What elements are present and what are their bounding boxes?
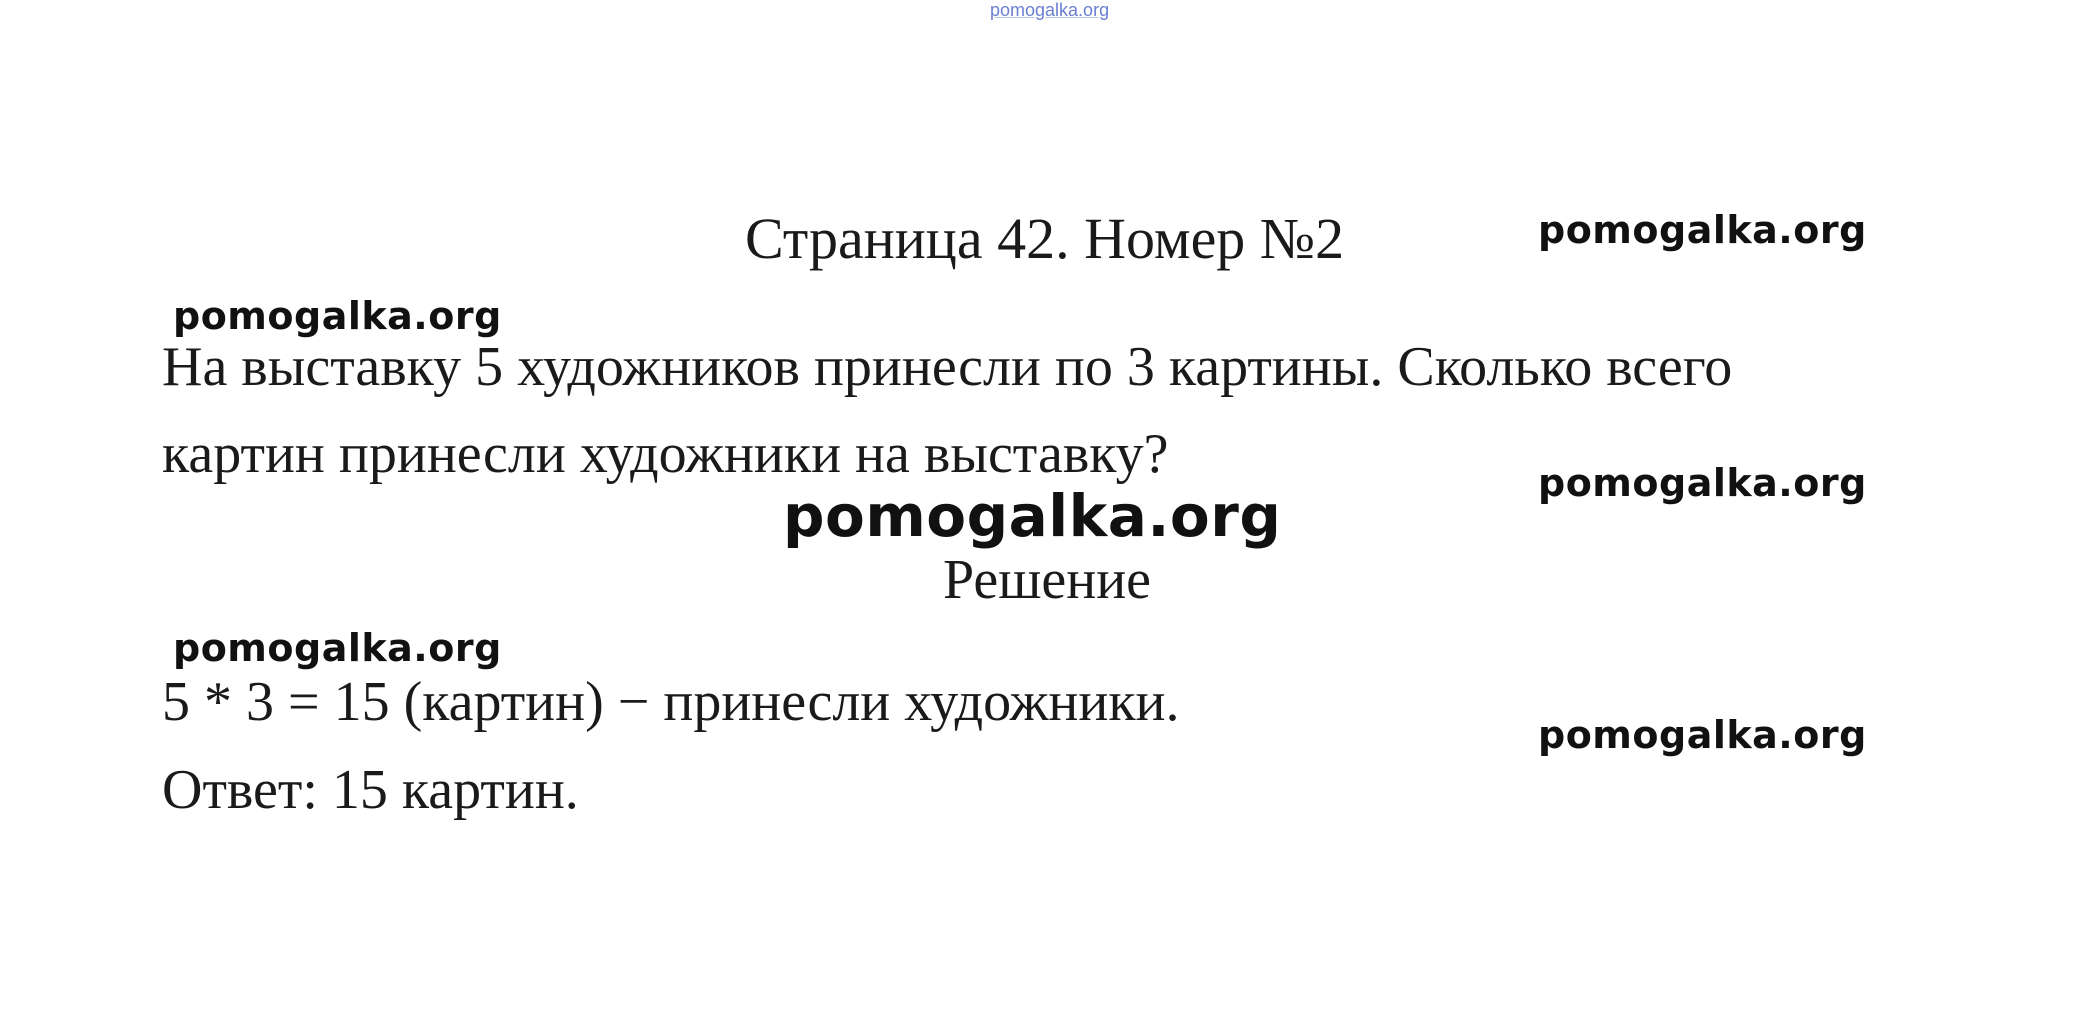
watermark-center: pomogalka.org	[783, 482, 1282, 550]
watermark-right-1: pomogalka.org	[1538, 208, 1867, 252]
problem-text-line-1: На выставку 5 художников принесли по 3 картины. Сколько всего	[162, 336, 1733, 398]
solution-heading: Решение	[943, 549, 1152, 611]
watermark-left-2: pomogalka.org	[173, 626, 502, 670]
solution-text-line: 5 * 3 = 15 (картин) − принесли художники.	[162, 671, 1180, 733]
problem-text-line-2: картин принесли художники на выставку?	[162, 423, 1169, 485]
watermark-right-3: pomogalka.org	[1538, 713, 1867, 757]
page-title: Страница 42. Номер №2	[745, 206, 1345, 271]
answer-text-line: Ответ: 15 картин.	[162, 759, 579, 821]
watermark-right-2: pomogalka.org	[1538, 461, 1867, 505]
watermark-top: pomogalka.org	[990, 0, 1110, 20]
watermark-left-1: pomogalka.org	[173, 294, 502, 338]
